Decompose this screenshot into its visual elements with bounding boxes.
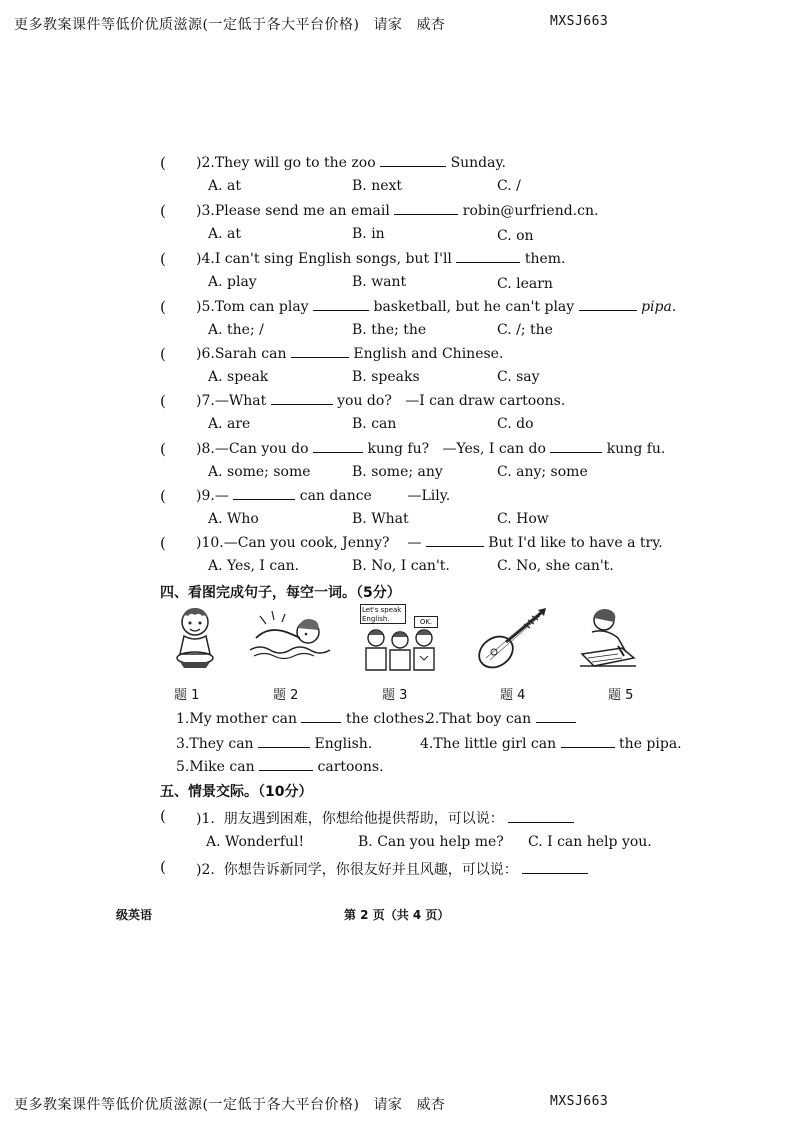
picture-2-boy-swimming bbox=[246, 606, 336, 666]
pic-label-3: 题 3 bbox=[382, 688, 408, 703]
pic-label-5: 题 5 bbox=[608, 688, 634, 703]
children-group bbox=[360, 626, 440, 672]
section-4-title: 四、看图完成句子，每空一词。（5分） bbox=[160, 585, 401, 601]
speech-bubble-1: Let's speak English. bbox=[360, 604, 406, 624]
speech-bubble-2: OK. bbox=[414, 616, 438, 628]
sentence-3: 3.They can English. bbox=[176, 736, 373, 752]
section-5-title: 五、情景交际。（10分） bbox=[160, 784, 313, 800]
promo-footer: 更多教案课件等低价优质滋源(一定低于各大平台价格) 请家 威杏 MXSJ663 bbox=[14, 1094, 609, 1113]
pic-label-2: 题 2 bbox=[273, 688, 299, 703]
picture-4-pipa bbox=[472, 606, 552, 670]
page-number: 第 2 页（共 4 页） bbox=[344, 908, 450, 922]
promo-header: 更多教案课件等低价优质滋源(一定低于各大平台价格) 请家 威杏 MXSJ663 bbox=[14, 14, 609, 33]
sentence-5: 5.Mike can cartoons. bbox=[176, 759, 384, 775]
footer-grade-label: 级英语 bbox=[116, 908, 153, 922]
picture-5-boy-drawing bbox=[578, 606, 638, 672]
pic-label-1: 题 1 bbox=[174, 688, 200, 703]
picture-1-woman-washing bbox=[170, 606, 220, 670]
pic-label-4: 题 4 bbox=[500, 688, 526, 703]
sentence-2: 2.That boy can bbox=[426, 710, 576, 727]
sentence-1: 1.My mother can the clothes. bbox=[176, 711, 429, 727]
sentence-4: 4.The little girl can the pipa. bbox=[420, 736, 682, 752]
picture-3-children-speaking bbox=[360, 604, 440, 672]
